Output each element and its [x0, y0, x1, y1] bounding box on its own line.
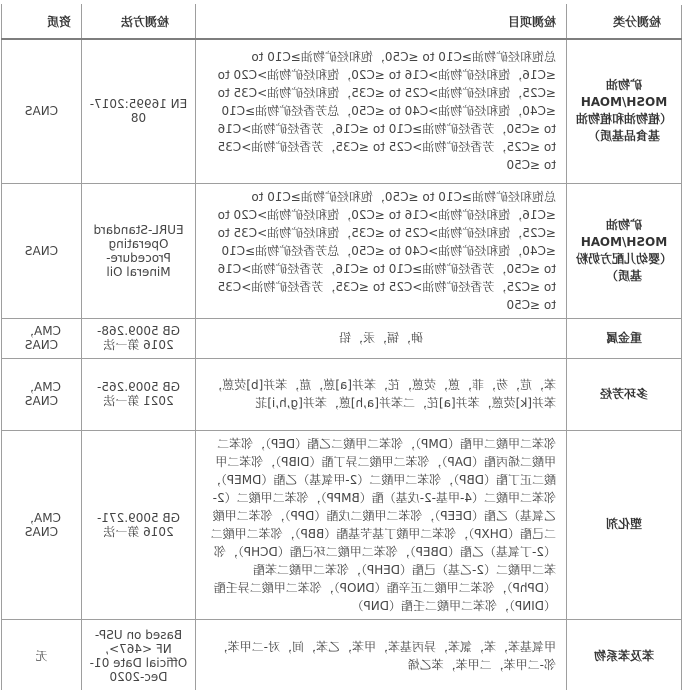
row-category: 多环芳烃 — [567, 358, 682, 430]
row-item: 砷，镉，汞，铅 — [196, 318, 567, 358]
row-qualification: CNAS — [2, 39, 82, 183]
row-item: 总饱和烃矿物油≥C10 to ≤C50，饱和烃矿物油≥C10 to ≤C16，饱和烃矿物油>C16 to ≤C20，饱和烃矿物油>C20 to ≤C25，饱和烃矿物油>C25 to ≤C35，饱和烃矿物油>C35 to ≤C40，饱和烃矿物油>C40 to ≤C50，总芳香烃矿物油≥C10 to ≤C50，芳香烃矿物油≥C10 to ≤C16，芳香烃矿物油>C16 to ≤C25，芳香烃矿物油>C25 to ≤C35，芳香烃矿物油>C35 to ≤C50 — [196, 183, 567, 318]
row-qualification: CMA，CNAS — [2, 430, 82, 619]
table-header-row — [2, 5, 682, 40]
test-items-table — [1, 4, 682, 690]
row-method: GB 5009.265-2021 第一法 — [82, 358, 196, 430]
row-category: 矿物油MOSH/MOAH（植物油和植物油基食品基质） — [567, 39, 682, 183]
row-item: 苯，苊，芴，菲，蒽，荧蒽，芘，苯并[a]蒽，䓛，苯并[b]荧蒽，苯并[k]荧蒽，苯并[a]芘，二苯并[a,h]蒽，苯并[g,h,i]苝 — [196, 358, 567, 430]
row-item: 甲氧基苯，苯，氯苯，异丙基苯，甲苯，乙苯，间，对-二甲苯，邻-二甲苯，二甲苯，苯乙烯 — [196, 619, 567, 690]
row-method: GB 5009.271-2016 第一法 — [82, 430, 196, 619]
table-row — [2, 358, 682, 430]
row-method: EURL-Standard Operating Procedure-Mineral Oil — [82, 183, 196, 318]
header-category: 检测分类 — [567, 5, 682, 40]
row-method: Based on USP-NF <467>, Official Date 01-Dec-2020 — [82, 619, 196, 690]
table-row — [2, 318, 682, 358]
row-category: 矿物油MOSH/MOAH（婴幼儿配方奶粉基质） — [567, 183, 682, 318]
row-qualification: CMA，CNAS — [2, 358, 82, 430]
row-qualification: CNAS — [2, 183, 82, 318]
row-method: EN 16995:2017-08 — [82, 39, 196, 183]
header-method: 检测方法 — [82, 5, 196, 40]
row-item: 邻苯二甲酸二甲酯（DMP），邻苯二甲酸二乙酯（DEP），邻苯二甲酸二烯丙酯（DAP），邻苯二甲酸二异丁酯（DIBP），邻苯二甲酸二正丁酯（DBP），邻苯二甲酸二（2-甲氧基）乙酯（DMEP），邻苯二甲酸二（4-甲基-2-戊基）酯（BMPP），邻苯二甲酸二（2-乙氧基）乙酯（DEEP），邻苯二甲酸二戊酯（DPP），邻苯二甲酸二己酯（DHXP），邻苯二甲酸丁基苄基酯（BBP），邻苯二甲酸二（2-丁氧基）乙酯（DBEP），邻苯二甲酸二环己酯（DCHP），邻苯二甲酸二（2-乙基）己酯（DEHP），邻苯二甲酸二苯酯（DPhP），邻苯二甲酸二正辛酯（DNOP），邻苯二甲酸二异壬酯（DINP），邻苯二甲酸二壬酯（DNP） — [196, 430, 567, 619]
row-category: 塑化剂 — [567, 430, 682, 619]
row-qualification: CMA，CNAS — [2, 318, 82, 358]
header-item: 检测项目 — [196, 5, 567, 40]
row-category: 苯及苯系物 — [567, 619, 682, 690]
header-qualification: 资质 — [2, 5, 82, 40]
table-row — [2, 430, 682, 619]
row-item: 总饱和烃矿物油≥C10 to ≤C50，饱和烃矿物油≥C10 to ≤C16，饱和烃矿物油>C16 to ≤C20，饱和烃矿物油>C20 to ≤C25，饱和烃矿物油>C25 to ≤C35，饱和烃矿物油>C35 to ≤C40，饱和烃矿物油>C40 to ≤C50，总芳香烃矿物油≥C10 to ≤C50，芳香烃矿物油≥C10 to ≤C16，芳香烃矿物油>C16 to ≤C25，芳香烃矿物油>C25 to ≤C35，芳香烃矿物油>C35 to ≤C50 — [196, 39, 567, 183]
row-method: GB 5009.268-2016 第一法 — [82, 318, 196, 358]
table-row — [2, 183, 682, 318]
row-qualification: 无 — [2, 619, 82, 690]
table-row — [2, 619, 682, 690]
row-category: 重金属 — [567, 318, 682, 358]
table-row — [2, 39, 682, 183]
